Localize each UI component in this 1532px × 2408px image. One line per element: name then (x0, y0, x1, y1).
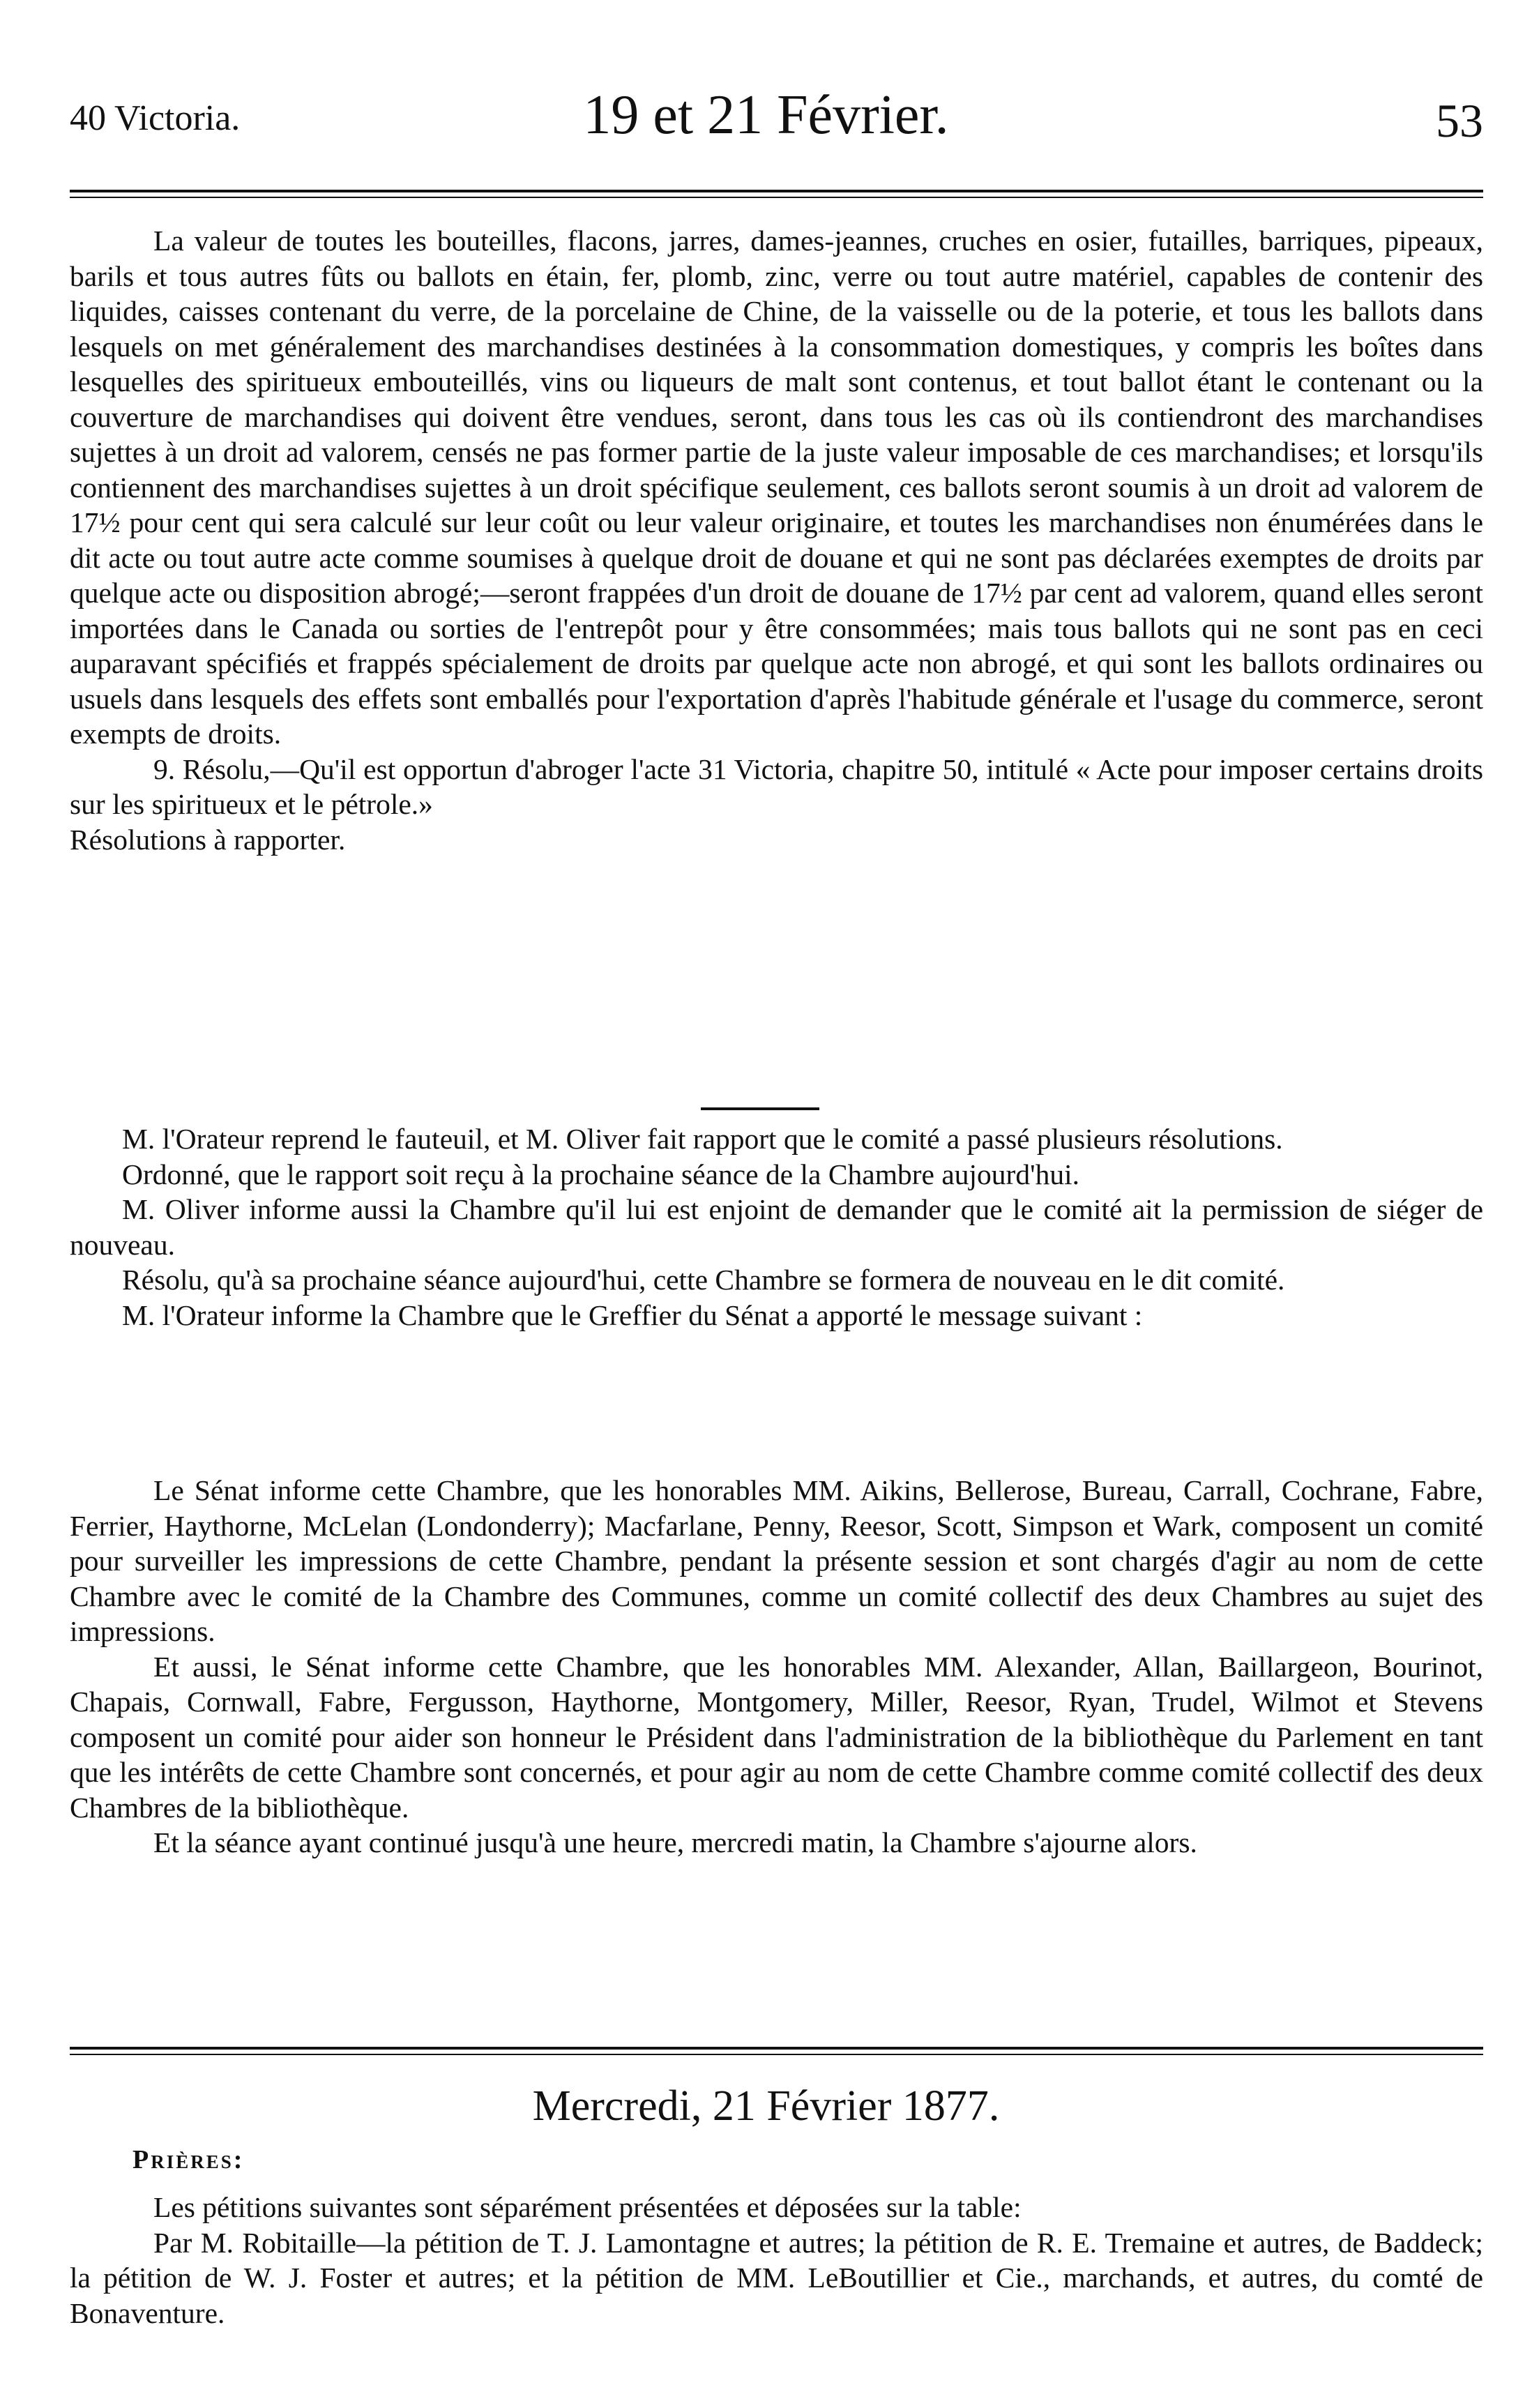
prieres-label: Prières: (132, 2145, 245, 2174)
paragraph-printing-committee: Le Sénat informe cette Chambre, que les honorables MM. Aikins, Bellerose, Bureau, Carrall, Cochrane, Fabre, Ferrier, Haythorne, McLelan (Londonderry); Macfarlane, Penny, Reesor, Scott, Simpson et Wark, composent un comité pour surveiller les impressions de cette Chambre, pendant la présente session et sont chargés d'agir au nom de cette Chambre avec le comité de la Chambre des Communes, comme un comité collectif des deux Chambres au sujet des impressions. (70, 1474, 1483, 1647)
paragraph-ordonne: Ordonné, que le rapport soit reçu à la prochaine séance de la Chambre aujourd'hui. (122, 1158, 1079, 1190)
page-header (49, 84, 1483, 160)
section-title: Mercredi, 21 Février 1877. (532, 2082, 1000, 2130)
document-page (49, 0, 1483, 2408)
paragraph-message: M. l'Orateur informe la Chambre que le Greffier du Sénat a apporté le message suivant : (122, 1298, 1143, 1331)
header-rule (70, 190, 1483, 198)
senate-message-text (70, 1473, 1483, 1861)
paragraph-adjournment: Et la séance ayant continué jusqu'à une heure, mercredi matin, la Chambre s'ajourne alors. (153, 1826, 1197, 1858)
section-rule (70, 2047, 1483, 2055)
paragraph-resolu: Résolu, qu'à sa prochaine séance aujourd'hui, cette Chambre se formera de nouveau en le dit comité. (122, 1264, 1285, 1296)
page-number: 53 (1436, 94, 1483, 147)
header-date: 19 et 21 Février. (583, 84, 949, 146)
paragraph-petitions-list: Par M. Robitaille—la pétition de T. J. Lamontagne et autres; la pétition de R. E. Tremaine et autres, de Baddeck; la pétition de W. J. Foster et autres; et la pétition de MM. LeBoutillier et Cie., marchands, et autres, du comté de Bonaventure. (70, 2226, 1483, 2329)
petitions-text (70, 2190, 1483, 2331)
section-separator (701, 1107, 819, 1110)
header-volume: 40 Victoria. (70, 98, 241, 138)
paragraph-petitions-intro: Les pétitions suivantes sont séparément présentées et déposées sur la table: (153, 2191, 1022, 2223)
paragraph-resolution-9: 9. Résolu,—Qu'il est opportun d'abroger l'acte 31 Victoria, chapitre 50, intitulé « Acte pour imposer certains droits sur les spiritueux et le pétrole.» (70, 752, 1483, 820)
proceedings-text (70, 1121, 1483, 1333)
paragraph-permission: M. Oliver informe aussi la Chambre qu'il lui est enjoint de demander que le comité ait la permission de siéger de nouveau. (70, 1193, 1483, 1261)
paragraph-valuation: La valeur de toutes les bouteilles, flacons, jarres, dames-jeannes, cruches en osier, futailles, barriques, pipeaux, barils et tous autres fûts ou ballots en étain, fer, plomb, zinc, verre ou tout autre matériel, capables de contenir des liquides, caisses contenant du verre, de la porcelaine de Chine, de la vaisselle ou de la poterie, et tous les ballots dans lesquels on met généralement des marchandises destinées à la consommation domestiques, y compris les boîtes dans lesquelles des spiritueux embouteillés, vins ou liqueurs de malt sont contenus, et tout ballot étant le contenant ou la couverture de marchandises qui doivent être vendues, seront, dans tous les cas où ils contiendront des marchandises sujettes à un droit ad valorem, censés ne pas former partie de la juste valeur imposable de ces marchandises; et lorsqu'ils contiennent des marchandises sujettes à un droit spécifique seulement, ces ballots seront soumis à un droit ad valorem de 17½ pour cent qui sera calculé sur leur coût ou leur valeur originaire, et toutes les marchandises non énumérées dans le dit acte ou tout autre acte comme soumises à quelque droit de douane et qui ne sont pas déclarées exemptes de droits par quelque acte ou disposition abrogé;—seront frappées d'un droit de douane de 17½ par cent ad valorem, quand elles seront importées dans le Canada ou sorties de l'entrepôt pour y être consommées; mais tous ballots qui ne sont pas en ceci auparavant spécifiés et frappés spécialement de droits par quelque acte non abrogé, et qui sont les ballots ordinaires ou usuels dans lesquels des effets sont emballés pour l'exportation d'après l'habitude générale et l'usage du commerce, seront exempts de droits. (70, 225, 1483, 750)
paragraph-report: M. l'Orateur reprend le fauteuil, et M. Oliver fait rapport que le comité a passé plusieurs résolutions. (122, 1123, 1283, 1155)
paragraph-library-committee: Et aussi, le Sénat informe cette Chambre, que les honorables MM. Alexander, Allan, Baillargeon, Bourinot, Chapais, Cornwall, Fabre, Fergusson, Haythorne, Montgomery, Miller, Reesor, Ryan, Trudel, Wilmot et Stevens composent un comité pour aider son honneur le Président dans l'administration de la bibliothèque du Parlement en tant que les intérêts de cette Chambre sont concernés, et pour agir au nom de cette Chambre comme comité collectif des deux Chambres de la bibliothèque. (70, 1650, 1483, 1824)
paragraph-resolutions-report: Résolutions à rapporter. (70, 823, 346, 856)
resolution-text (70, 223, 1483, 857)
